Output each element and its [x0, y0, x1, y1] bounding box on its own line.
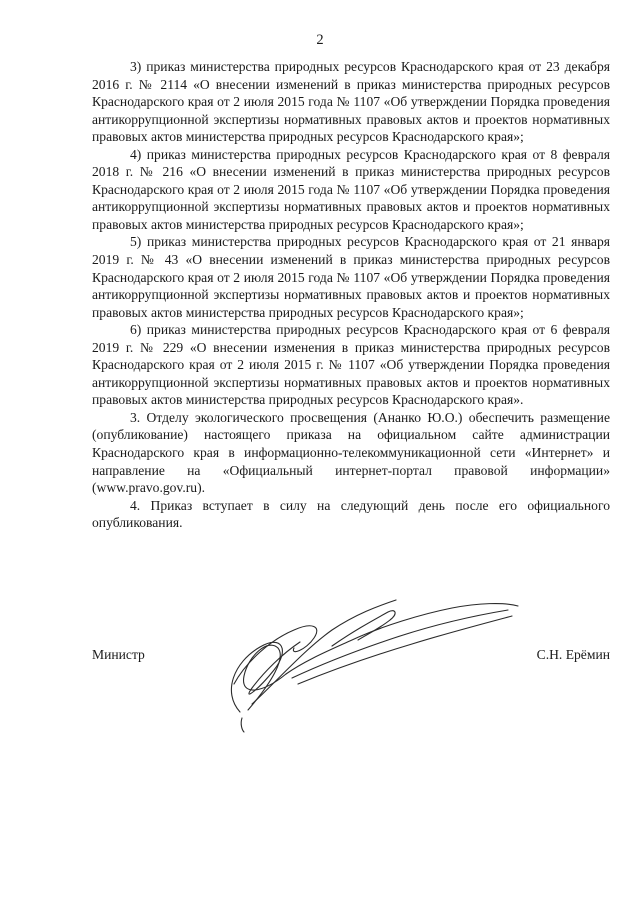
- list-item: 5) приказ министерства природных ресурсов Краснодарского края от 21 января 2019 г. № 43 «О внесении изменений в приказ министерства природных ресурсов Краснодарского края от 2 июля 2015 года № 1107 «Об утверждении Порядка проведения антикоррупционной экспертизы нормативных правовых актов и проектов нормативных правовых актов министерства природных ресурсов Краснодарского края»;: [92, 234, 610, 320]
- clause-paragraph: 4. Приказ вступает в силу на следующий день после его официального опубликования.: [92, 497, 610, 531]
- clause-paragraph: 3. Отделу экологического просвещения (Ананко Ю.О.) обеспечить размещение (опубликование) настоящего приказа на официальном сайте администрации Краснодарского края в информационно-телекоммуникационной сети «Интернет» и направление на «Официальный интернет-портал правовой информации» (www.pravo.gov.ru).: [92, 409, 610, 496]
- page-number: 2: [316, 32, 324, 48]
- list-item: 4) приказ министерства природных ресурсов Краснодарского края от 8 февраля 2018 г. № 216 «О внесении изменений в приказ министерства природных ресурсов Краснодарского края от 2 июля 2015 года № 1107 «Об утверждении Порядка проведения антикоррупционной экспертизы нормативных правовых актов и проектов нормативных правовых актов министерства природных ресурсов Краснодарского края»;: [92, 146, 610, 232]
- signatory-name: С.Н. Ерёмин: [536, 647, 610, 662]
- list-item: 3) приказ министерства природных ресурсов Краснодарского края от 23 декабря 2016 г. № 2114 «О внесении изменений в приказ министерства природных ресурсов Краснодарского края от 2 июля 2015 года № 1107 «Об утверждении Порядка проведения антикоррупционной экспертизы нормативных правовых актов и проектов нормативных правовых актов министерства природных ресурсов Краснодарского края»;: [92, 59, 610, 145]
- handwritten-signature: [182, 592, 522, 732]
- document-body: [92, 58, 610, 532]
- list-item: 6) приказ министерства природных ресурсов Краснодарского края от 6 февраля 2019 г. № 229 «О внесении изменения в приказ министерства природных ресурсов Краснодарского края от 2 июля 2015 г. № 1107 «Об утверждении Порядка проведения антикоррупционной экспертизы нормативных правовых актов и проектов нормативных правовых актов министерства природных ресурсов Краснодарского края».: [92, 322, 610, 408]
- signatory-role: Министр: [92, 647, 145, 662]
